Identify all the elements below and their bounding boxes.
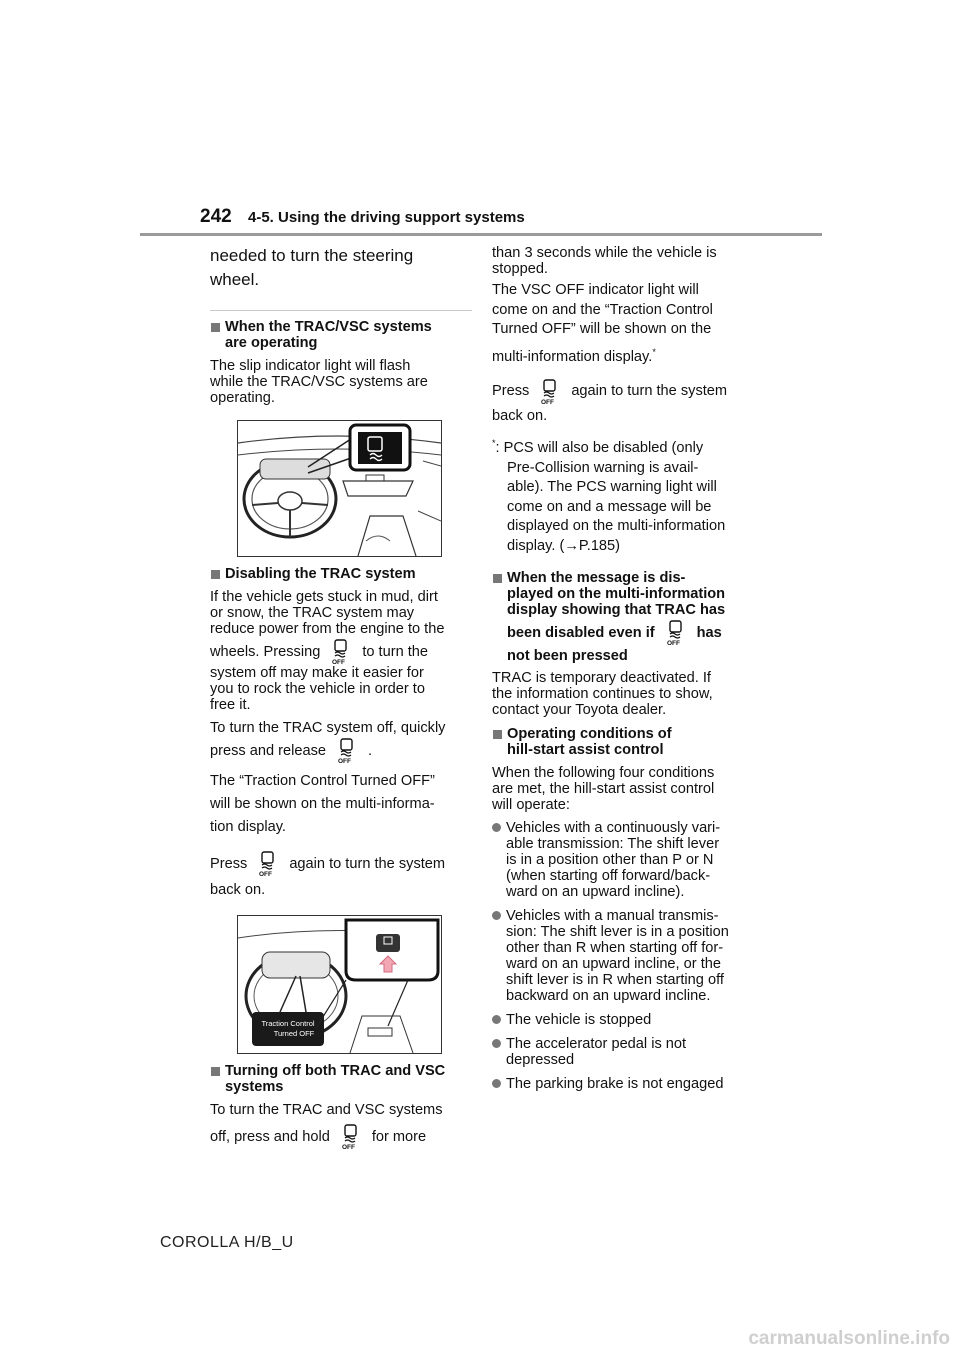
heading-trac-vsc-operating: When the TRAC/VSC systems are operating: [210, 319, 472, 351]
paragraph-traction-control-message: The “Traction Control Turned OFF” will be shown on the multi-informa- tion display.: [210, 773, 435, 836]
list-item: The accelerator pedal is not depressed: [492, 1036, 754, 1068]
heading-message-displayed: When the message is dis- played on the multi-information display showing that TRAC has been disabled even if OFF has not been pressed: [492, 570, 754, 664]
paragraph-four-conditions: When the following four conditions are met, the hill-start assist control will operate:: [492, 765, 715, 814]
paragraph-press-again-right: Press OFF again to turn the system: [492, 376, 754, 406]
svg-text:OFF: OFF: [541, 398, 555, 405]
page-number: 242: [200, 206, 232, 227]
svg-text:OFF: OFF: [332, 659, 346, 666]
watermark: carmanualsonline.info: [748, 1328, 950, 1349]
bullet-icon: [492, 1079, 501, 1088]
paragraph-trac-vsc-off: To turn the TRAC and VSC systems: [210, 1102, 443, 1119]
vsc-off-icon: [663, 620, 689, 646]
heading-marker-icon: [211, 323, 220, 332]
section-divider: [210, 310, 472, 311]
bullet-icon: [492, 911, 501, 920]
list-item: Vehicles with a continuously vari- able transmission: The shift lever is in a position other than P or N (when starting off forward/back- ward on an upward incline).: [492, 820, 754, 900]
left-column: [210, 244, 472, 1152]
heading-hill-start: Operating conditions of hill-start assist control: [492, 726, 754, 758]
footer-model: COROLLA H/B_U: [160, 1234, 294, 1251]
traction-control-off-figure: [237, 915, 442, 1054]
paragraph-rock-vehicle: system off may make it easier for you to rock the vehicle in order to free it.: [210, 665, 425, 714]
paragraph-stuck-in-mud: If the vehicle gets stuck in mud, dirt or snow, the TRAC system may reduce power from the engine to the: [210, 589, 445, 637]
fig-label-turned-off: Turned OFF: [273, 1029, 315, 1039]
bullet-icon: [492, 823, 501, 832]
paragraph-trac-deactivated: TRAC is temporary deactivated. If the information continues to show, contact your Toyota dealer.: [492, 670, 713, 719]
svg-text:OFF: OFF: [341, 1144, 355, 1151]
bullet-icon: [492, 1015, 501, 1024]
paragraph-press-hold: off, press and hold OFF for more: [210, 1122, 472, 1152]
svg-text:OFF: OFF: [259, 871, 273, 878]
lead-line-2: wheel.: [210, 270, 260, 289]
paragraph-back-on: back on.: [210, 882, 266, 899]
paragraph-multi-info-display: multi-information display.*: [492, 346, 656, 365]
vsc-off-icon: [255, 851, 281, 877]
paragraph-press-release: press and release OFF .: [210, 736, 472, 766]
paragraph-pressing-button: wheels. Pressing OFF to turn the: [210, 639, 472, 665]
paragraph-press-again: Press OFF again to turn the system: [210, 849, 472, 879]
list-item: The parking brake is not engaged: [492, 1076, 754, 1092]
dashboard-slip-indicator-figure: [237, 420, 442, 557]
bullet-icon: [492, 1039, 501, 1048]
right-column: [492, 245, 754, 1092]
paragraph-quick-press-line: To turn the TRAC system off, quickly: [210, 720, 446, 737]
list-item: The vehicle is stopped: [492, 1012, 754, 1028]
heading-marker-icon: [211, 1067, 220, 1076]
header-rule: [140, 233, 822, 236]
heading-marker-icon: [493, 574, 502, 583]
svg-text:OFF: OFF: [338, 758, 352, 765]
paragraph-vsc-off-indicator: The VSC OFF indicator light will come on and the “Traction Control Turned OFF” will be shown on the: [492, 282, 713, 337]
svg-text:OFF: OFF: [666, 640, 680, 647]
paragraph-three-seconds: than 3 seconds while the vehicle is stopped.: [492, 245, 717, 277]
fig-label-traction-control: Traction Control: [261, 1019, 315, 1029]
footnote-pcs: *: PCS will also be disabled (only Pre-Collision warning is avail- able). The PCS warning light will come on and a message will be displayed on the multi-information display. (→P.185): [492, 438, 726, 554]
list-item: Vehicles with a manual transmis- sion: The shift lever is in a position other than R when starting off for- ward on an upward incline, or the shift lever is in R when starting off backward on an upward incline.: [492, 908, 754, 1004]
vsc-off-icon: [334, 738, 360, 764]
vsc-off-icon: [328, 639, 354, 665]
heading-disabling-trac: Disabling the TRAC system: [210, 566, 472, 582]
vsc-off-icon: [338, 1124, 364, 1150]
vsc-off-icon: [537, 379, 563, 405]
section-title: 4-5. Using the driving support systems: [248, 209, 525, 226]
heading-turning-off-both: Turning off both TRAC and VSC systems: [210, 1063, 472, 1095]
heading-marker-icon: [493, 730, 502, 739]
lead-line-1: needed to turn the steering: [210, 246, 414, 265]
paragraph-back-on-right: back on.: [492, 408, 548, 425]
heading-marker-icon: [211, 570, 220, 579]
paragraph-slip-indicator: The slip indicator light will flash while the TRAC/VSC systems are operating.: [210, 358, 428, 406]
